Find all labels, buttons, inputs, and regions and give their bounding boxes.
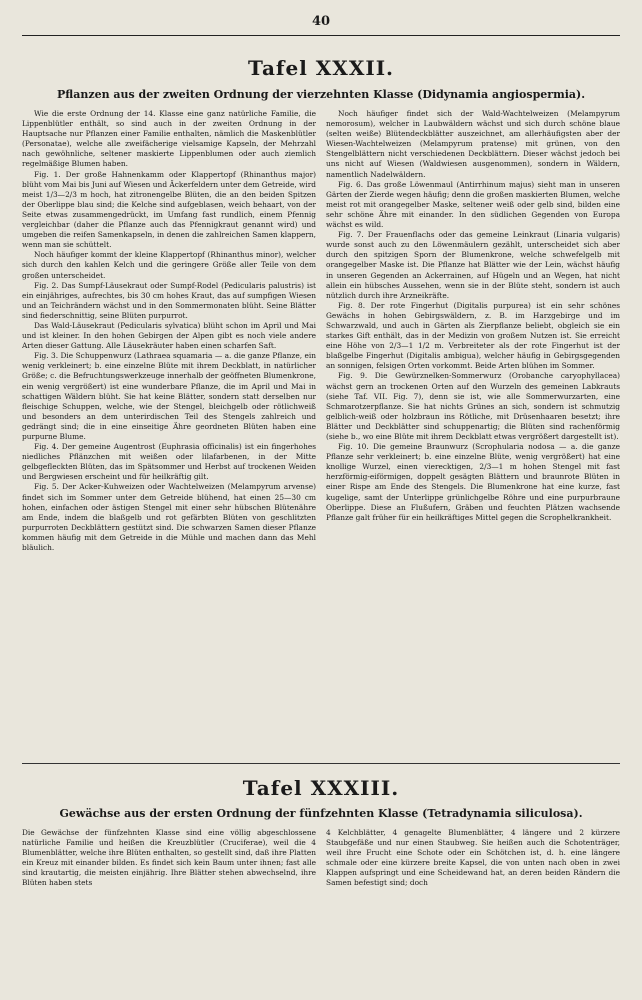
paragraph: 4 Kelchblätter, 4 genagelte Blumenblätter, 4 längere und 2 kürzere Staubgefäße und nur einen Staubweg. Sie heißen auch die Schotenträger, weil ihre Frucht eine Schote oder ein Schötchen ist, d. h. eine längere schmale oder eine kürzere breite Kapsel, die von unten nach oben in zwei Klappen aufspringt und eine Scheidewand hat, an deren beiden Rändern die Samen befestigt sind; doch [326, 828, 620, 888]
paragraph: Fig. 9. Die Gewürznelken-Sommerwurz (Orobanche caryophyllacea) wächst gern an trockenen Orten auf den Wurzeln des gemeinen Labkrauts (siehe Taf. VII. Fig. 7), denn sie ist, wie alle Sommerwurzarten, eine Schmarotzerpflanze. Sie hat nichts Grünes an sich, sondern ist schmutzig gelblich-weiß oder holzbraun ins Rötliche, mit Drüsenhaaren besetzt; ihre Blätter und Deckblätter sind schuppenartig; die Blüten sind rachenförmig (siehe b., wo eine Blüte mit ihrem Deckblatt etwas vergrößert dargestellt ist). [326, 371, 620, 441]
paragraph: Fig. 8. Der rote Fingerhut (Digitalis purpurea) ist ein sehr schönes Gewächs in hohen Gebirgswäldern, z. B. im Harzgebirge und im Schwarzwald, und auch in Gärten als Zierpflanze beliebt, obgleich sie ein starkes Gift enthält, das in der Medizin von großem Nutzen ist. Sie erreicht eine Höhe von 2/3—1 1/2 m. Verbreiteter als der rote Fingerhut ist der blaßgelbe Fingerhut (Digitalis ambigua), welcher häufig in Gebirgsgegenden an sonnigen, felsigen Orten vorkommt. Beide Arten blühen im Sommer. [326, 300, 620, 371]
paragraph: Fig. 6. Das große Löwenmaul (Antirrhinum majus) sieht man in unseren Gärten der Zierde wegen häufig; denn die großen maskierten Blumen, welche meist rot mit orangegelber Maske, seltener weiß oder gelb sind, bilden eine sehr schöne Ähre mit einander. In den südlichen Gegenden von Europa wächst es wild. [326, 179, 620, 230]
paragraph: Fig. 2. Das Sumpf-Läusekraut oder Sumpf-Rodel (Pedicularis palustris) ist ein einjähriges, aufrechtes, bis 30 cm hohes Kraut, das auf sumpfigen Wiesen und an Teichrändern wächst und in den Sommermonaten blüht. Seine Blätter sind fiederschnittig, seine Blüten purpurrot. [22, 280, 316, 320]
section-rule [22, 763, 620, 764]
plate-xxxii-subtitle: Pflanzen aus der zweiten Ordnung der vierzehnten Klasse (Didynamia angiospermia). [56, 88, 586, 101]
header-rule [22, 35, 620, 36]
paragraph: Fig. 5. Der Acker-Kuhweizen oder Wachtelweizen (Melampyrum arvense) findet sich im Sommer unter dem Getreide blühend, hat einen 25—30 cm hohen, einfachen oder ästigen Stengel mit einer sehr hübschen Blütenähre am Ende, indem die blaßgelb und rot gefärbten Blüten von geschlitzten purpurroten Deckblättern gestützt sind. Die schwarzen Samen dieser Pflanze kommen häufig mit dem Getreide in die Mühle und machen dann das Mehl bläulich. [22, 482, 316, 553]
paragraph: Das Wald-Läusekraut (Pedicularis sylvatica) blüht schon im April und Mai und ist kleiner. In den hohen Gebirgen der Alpen gibt es noch viele andere Arten dieser Gattung. Alle Läusekräuter haben einen scharfen Saft. [22, 320, 316, 351]
plate-xxxiii-subtitle: Gewächse aus der ersten Ordnung der fünfzehnten Klasse (Tetradynamia siliculosa). [59, 807, 583, 820]
plate-xxxiii-title: Tafel XXXIII. [242, 776, 400, 800]
paragraph: Fig. 1. Der große Hahnenkamm oder Klappertopf (Rhinanthus major) blüht vom Mai bis Juni auf Wiesen und Äckerfeldern unter dem Getreide, wird meist 1/3—2/3 m hoch, hat zitronengelbe Blüten, die an den beiden Spitzen der Oberlippe blau sind; die Kelche sind aufgeblasen, weich behaart, von der Seite etwas zusammengedrückt, im Umfang fast rundlich, einem Pfennig vergleichbar (daher die Pflanze auch das Pfennigkraut genannt wird) und umgeben die reifen Samenkapseln, in denen die zahlreichen Samen klappern, wenn man sie schüttelt. [22, 169, 316, 250]
paragraph: Fig. 3. Die Schuppenwurz (Lathraea squamaria — a. die ganze Pflanze, ein wenig verkleinert; b. eine einzelne Blüte mit ihrem Deckblatt, in natürlicher Größe; c. die Befruchtungswerkzeuge innerhalb der geöffneten Blumenkrone, ein wenig vergrößert) ist eine wunderbare Pflanze, die im April und Mai in schattigen Wäldern blüht. Sie hat keine Blätter, sondern statt derselben nur fleischige Schuppen, welche, wie der Stengel, bleichgelb oder rötlichweiß und besonders an dem unterirdischen Teil des Stengels zahlreich und gedrängt sind; die in eine einseitige Ähre geordneten Blüten haben eine purpurne Blume. [22, 351, 316, 441]
paragraph: Fig. 7. Der Frauenflachs oder das gemeine Leinkraut (Linaria vulgaris) wurde sonst auch zu den Löwenmäulern gezählt, unterscheidet sich aber durch den spitzigen Sporn der Blumenkrone, welche schwefelgelb mit orangegelber Maske ist. Die Pflanze hat Blätter wie der Lein, wächst häufig in unseren Gegenden an Ackerrainen, auf Hügeln und an Wegen, hat nicht allein ein hübsches Aussehen, wenn sie in der Blüte steht, sondern ist auch nützlich durch ihre Arzneikräfte. [326, 230, 620, 300]
paragraph: Fig. 4. Der gemeine Augentrost (Euphrasia officinalis) ist ein fingerhohes niedliches Pflänzchen mit weißen oder lilafarbenen, in der Mitte gelbgefleckten Blüten, das im Spätsommer und Herbst auf trockenen Weiden und Bergwiesen erscheint und für heilkräftig gilt. [22, 442, 316, 482]
plate-xxxii-right-column [326, 109, 620, 757]
paragraph: Noch häufiger kommt der kleine Klappertopf (Rhinanthus minor), welcher sich durch den kahlen Kelch und die geringere Größe aller Teile von dem großen unterscheidet. [22, 250, 316, 280]
page-number: 40 [311, 14, 331, 29]
plate-xxxiii-columns [22, 828, 620, 956]
paragraph: Die Gewächse der fünfzehnten Klasse sind eine völlig abgeschlossene natürliche Familie und heißen die Kreuzblütler (Cruciferae), weil die 4 Blumenblätter, welche ihre Blüten enthalten, so gestellt sind, daß ihre Platten ein Kreuz mit einander bilden. Es findet sich kein Baum unter ihnen; fast alle sind krautartig, die meisten einjährig. Ihre Blätter stehen abwechselnd, ihre Blüten haben stets [22, 828, 316, 888]
paragraph: Wie die erste Ordnung der 14. Klasse eine ganz natürliche Familie, die Lippenblütler enthält, so sind auch in der zweiten Ordnung in der Hauptsache nur Pflanzen einer Familie enthalten, nämlich die Maskenblütler (Personatae), welche alle zweifächerige vielsamige Kapseln, der Mehrzahl nach gewöhnliche, seltener maskierte Lippenblumen oder auch ziemlich regelmäßige Blumen haben. [22, 109, 316, 169]
paragraph: Noch häufiger findet sich der Wald-Wachtelweizen (Melampyrum nemorosum), welcher in Laubwäldern wächst und sich durch schöne blaue (selten weiße) Blütendeckblätter auszeichnet, am allerhäufigsten aber der Wiesen-Wachtelweizen (Melampyrum pratense) mit grünen, von den Stengelblättern nicht verschiedenen Deckblättern. Dieser wächst jedoch bei uns nicht auf Wiesen (Waldwiesen ausgenommen), sondern in Wäldern, namentlich Nadelwäldern. [326, 109, 620, 179]
plate-xxxii-title: Tafel XXXII. [247, 56, 395, 80]
plate-xxxiii-left-column [22, 828, 316, 956]
paragraph: Fig. 10. Die gemeine Braunwurz (Scrophularia nodosa — a. die ganze Pflanze sehr verkleinert; b. eine einzelne Blüte, wenig vergrößert) hat eine knollige Wurzel, einen vierecktigen, 2/3—1 m hohen Stengel mit fast herzförmig-eiförmigen, doppelt gesägten Blättern und braunrote Blüten in einer Rispe am Ende des Stengels. Die Blumenkrone hat eine kurze, fast kugelige, samt der Unterlippe grünlichgelbe Röhre und eine purpurbraune Oberlippe. Diese an Flußufern, Gräben und feuchten Plätzen wachsende Pflanze galt früher für ein heilkräftiges Mittel gegen die Scrophelkrankheit. [326, 442, 620, 522]
plate-xxxii-left-column [22, 109, 316, 757]
plate-xxxiii-right-column [326, 828, 620, 956]
plate-xxxii-columns [22, 109, 620, 757]
